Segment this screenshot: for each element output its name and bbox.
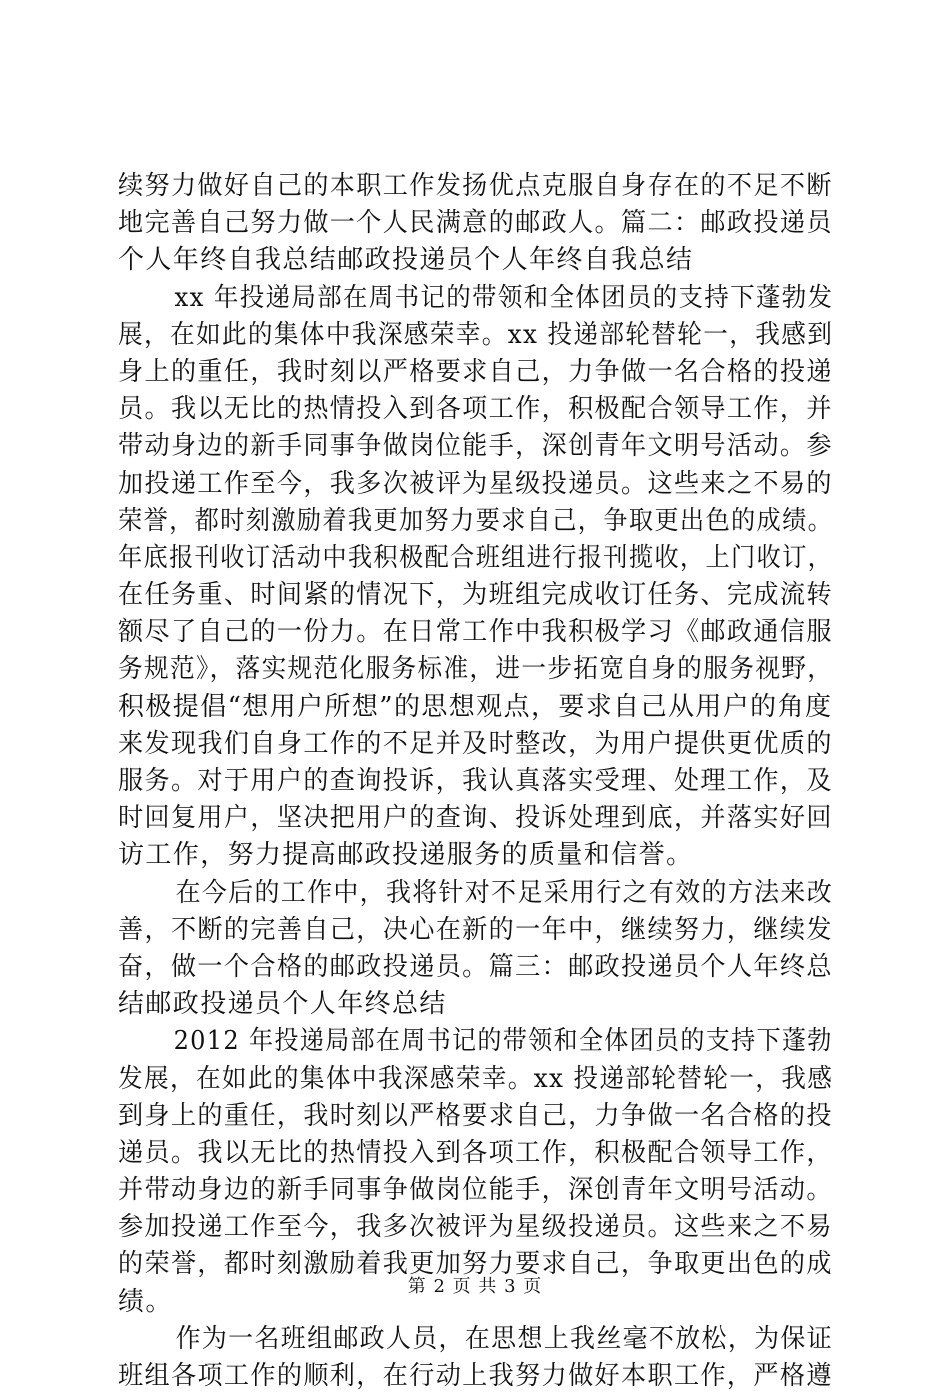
text-line: 到身上的重任，我时刻以严格要求自己，力争做一名合格的投 — [118, 1100, 833, 1131]
text-line: 绩。 — [118, 1286, 173, 1317]
text-line: 时回复用户，坚决把用户的查询、投诉处理到底，并落实好回 — [118, 803, 833, 834]
text-line: 结邮政投递员个人年终总结 — [118, 989, 447, 1020]
text-line: 作为一名班组邮政人员，在思想上我丝毫不放松，为保证 — [175, 1323, 834, 1354]
text-line: 2012 年投递局部在周书记的带领和全体团员的支持下蓬勃 — [173, 1026, 833, 1057]
text-line: 个人年终自我总结邮政投递员个人年终自我总结 — [118, 245, 694, 276]
text-line: 年底报刊收订活动中我积极配合班组进行报刊揽收，上门收订， — [118, 542, 834, 573]
text-line: 带动身边的新手同事争做岗位能手，深创青年文明号活动。参 — [118, 431, 833, 462]
text-line: 荣誉，都时刻激励着我更加努力要求自己，争取更出色的成绩。 — [118, 505, 834, 536]
text-line: xx 年投递局部在周书记的带领和全体团员的支持下蓬勃发 — [174, 282, 834, 313]
text-line: 来发现我们自身工作的不足并及时整改，为用户提供更优质的 — [118, 728, 833, 759]
text-line: 服务。对于用户的查询投诉，我认真落实受理、处理工作，及 — [118, 766, 833, 796]
text-line: 发展，在如此的集体中我深感荣幸。xx 投递部轮替轮一，我感 — [118, 1063, 834, 1094]
text-line: 善，不断的完善自己，决心在新的一年中，继续努力，继续发 — [118, 914, 833, 945]
text-line: 员。我以无比的热情投入到各项工作，积极配合领导工作，并 — [118, 394, 833, 425]
text-line: 访工作，努力提高邮政投递服务的质量和信誉。 — [118, 840, 694, 871]
text-line: 参加投递工作至今，我多次被评为星级投递员。这些来之不易 — [118, 1212, 833, 1243]
page-footer: 第 2 页 共 3 页 — [407, 1276, 543, 1297]
text-line: 递员。我以无比的热情投入到各项工作，积极配合领导工作， — [118, 1137, 833, 1168]
text-line: 在今后的工作中，我将针对不足采用行之有效的方法来改 — [175, 877, 834, 908]
text-line: 加投递工作至今，我多次被评为星级投递员。这些来之不易的 — [118, 468, 833, 499]
text-line: 务规范》，落实规范化服务标准，进一步拓宽自身的服务视野， — [118, 654, 834, 685]
text-line: 身上的重任，我时刻以严格要求自己，力争做一名合格的投递 — [118, 356, 833, 387]
text-line: 展，在如此的集体中我深感荣幸。xx 投递部轮替轮一，我感到 — [118, 319, 834, 350]
text-line: 班组各项工作的顺利，在行动上我努力做好本职工作，严格遵 — [118, 1361, 833, 1391]
text-line: 地完善自己努力做一个人民满意的邮政人。篇二：邮政投递员 — [118, 208, 833, 239]
text-line: 的荣誉，都时刻激励着我更加努力要求自己，争取更出色的成 — [118, 1249, 833, 1280]
text-line: 并带动身边的新手同事争做岗位能手，深创青年文明号活动。 — [118, 1175, 833, 1206]
text-line: 在任务重、时间紧的情况下，为班组完成收订任务、完成流转 — [118, 580, 833, 611]
text-line: 额尽了自己的一份力。在日常工作中我积极学习《邮政通信服 — [118, 617, 833, 648]
document-body — [118, 168, 833, 1395]
text-line: 续努力做好自己的本职工作发扬优点克服自身存在的不足不断 — [118, 171, 833, 201]
text-line: 奋，做一个合格的邮政投递员。篇三：邮政投递员个人年终总 — [118, 951, 833, 982]
text-line: 积极提倡“想用户所想”的思想观点，要求自己从用户的角度 — [118, 691, 833, 722]
